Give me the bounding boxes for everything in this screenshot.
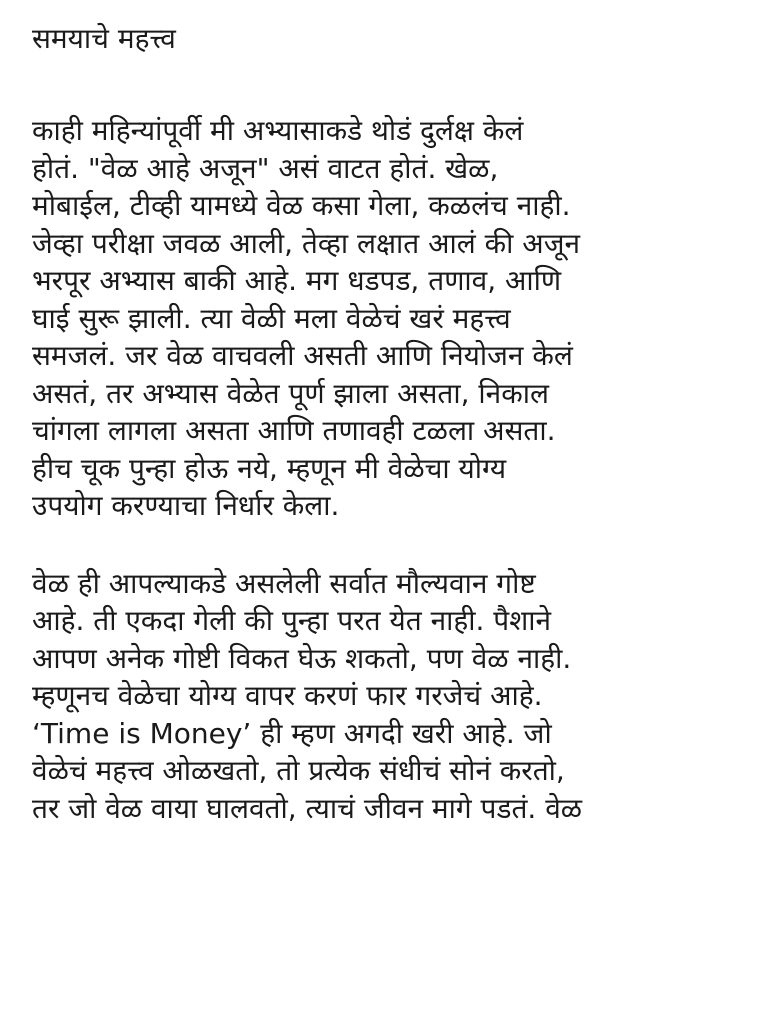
text-line: काही महिन्यांपूर्वी मी अभ्यासाकडे थोडं दुर्लक्ष केलं bbox=[32, 114, 524, 147]
text-line: असतं, तर अभ्यास वेळेत पूर्ण झाला असता, निकाल bbox=[32, 376, 549, 410]
text-line: वेळ ही आपल्याकडे असलेली सर्वात मौल्यवान गोष्ट bbox=[32, 566, 536, 600]
text-line: वेळेचं महत्त्व ओळखतो, तो प्रत्येक संधीचं सोनं करतो, bbox=[32, 754, 565, 787]
text-line: भरपूर अभ्यास बाकी आहे. मग धडपड, तणाव, आणि bbox=[32, 264, 562, 297]
text-line: जेव्हा परीक्षा जवळ आली, तेव्हा लक्षात आलं की अजून bbox=[32, 226, 581, 260]
text-line: उपयोग करण्याचा निर्धार केला. bbox=[32, 489, 340, 522]
text-line: ‘Time is Money’ ही म्हण अगदी खरी आहे. जो bbox=[32, 716, 552, 750]
paragraph-1 bbox=[32, 112, 738, 525]
text-line: मोबाईल, टीव्ही यामध्ये वेळ कसा गेला, कळलंच नाही. bbox=[32, 189, 571, 222]
text-line: घाई सुरू झाली. त्या वेळी मला वेळेचं खरं महत्त्व bbox=[32, 301, 511, 335]
text-line: हीच चूक पुन्हा होऊ नये, म्हणून मी वेळेचा योग्य bbox=[32, 451, 507, 485]
text-line: आहे. ती एकदा गेली की पुन्हा परत येत नाही. पैशाने bbox=[32, 604, 552, 637]
paragraph-2 bbox=[32, 565, 738, 828]
text-line: होतं. "वेळ आहे अजून" असं वाटत होतं. खेळ, bbox=[32, 151, 499, 185]
text-line: चांगला लागला असता आणि तणावही टळला असता. bbox=[32, 414, 556, 447]
text-line: तर जो वेळ वाया घालवतो, त्याचं जीवन मागे पडतं. वेळ bbox=[32, 791, 583, 825]
document-title: समयाचे महत्त्व bbox=[32, 22, 176, 55]
text-line: समजलं. जर वेळ वाचवली असती आणि नियोजन केलं bbox=[32, 339, 573, 372]
text-line: आपण अनेक गोष्टी विकत घेऊ शकतो, पण वेळ नाही. bbox=[32, 641, 572, 675]
text-line: म्हणूनच वेळेचा योग्य वापर करणं फार गरजेचं आहे. bbox=[32, 679, 543, 712]
